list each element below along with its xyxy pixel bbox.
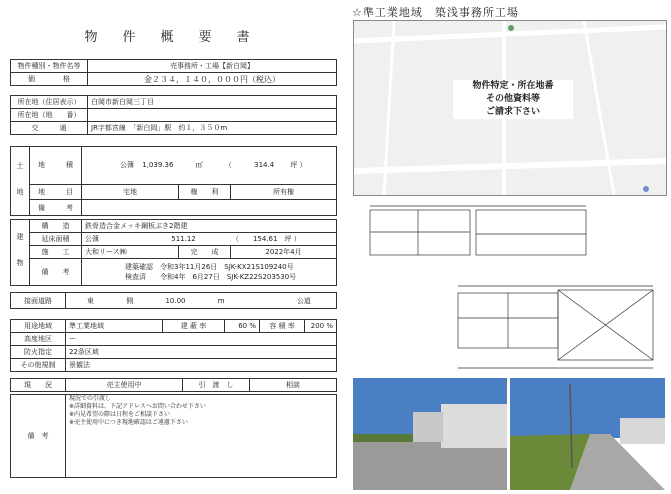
other-regulation-label: その他規制 (11, 359, 66, 372)
completed-label: 完 成 (179, 246, 231, 259)
status-table (10, 378, 337, 392)
land-table (10, 146, 337, 216)
road-type: 公道 (296, 296, 311, 305)
floor-value: 511.12 (171, 235, 196, 243)
notes-label: 備 考 (11, 395, 66, 478)
builder-label: 施 工 (30, 246, 82, 259)
far-value: 200 % (305, 320, 337, 333)
land-remarks-value (82, 200, 337, 216)
price-label: 価 格 (11, 73, 88, 86)
land-tsubo-unit: 坪 ） (290, 161, 307, 170)
road-width: 10.00 (165, 296, 186, 305)
building-section-label: 建 物 (11, 220, 30, 286)
floor-kind: 公簿 (85, 235, 99, 243)
notes-table (10, 394, 337, 478)
floor-plan-drawing (358, 198, 663, 376)
handover-label: 引 渡 し (183, 379, 250, 392)
map-note-line-2: その他資料等 (485, 94, 540, 104)
road-label: 接面道路 (11, 293, 66, 309)
structure-label: 構 造 (30, 220, 82, 233)
land-section-label: 土 地 (11, 147, 30, 216)
address-value: 白岡市新白岡三丁目 (88, 96, 337, 109)
road-table (10, 292, 337, 309)
fire-zone-value: 22条区域 (66, 346, 337, 359)
map-pin-icon (508, 25, 514, 31)
height-district-label: 高度地区 (11, 333, 66, 346)
road-direction: 東 (87, 296, 94, 305)
right-heading: ☆準工業地域 築浅事務所工場 (352, 6, 519, 19)
lot-value (88, 109, 337, 122)
basic-info-table (10, 59, 337, 86)
handover-value: 相談 (250, 379, 337, 392)
land-category-label: 地 目 (30, 184, 82, 200)
land-area-unit: ㎡ (195, 161, 203, 170)
land-rights-label: 権 利 (179, 184, 231, 200)
photo-front (353, 378, 507, 490)
building-remarks-label: 備 考 (30, 259, 82, 286)
building-remarks-line-2: 検査済 令和4年 6月27日 SJK-KZ22S203530号 (125, 273, 297, 281)
use-zone-value: 準工業地域 (66, 320, 163, 333)
land-category-value: 宅地 (82, 184, 179, 200)
coverage-label: 建 蔽 率 (163, 320, 225, 333)
land-area-tsubo: 314.4 (254, 161, 275, 170)
notes-line-2: ※詳細資料は、下記アドレスへお問い合わせ下さい (69, 403, 206, 410)
notes-line-3: ※内見希望の際は日程をご相談下さい (69, 411, 171, 418)
access-label: 交 通 (11, 122, 88, 135)
floor-label: 延床面積 (30, 233, 82, 246)
coverage-value: 60 % (225, 320, 260, 333)
photo-road (510, 378, 665, 490)
notes-line-4: ※売主使用中につき現地確認はご遠慮下さい (69, 419, 188, 426)
zoning-table (10, 319, 337, 372)
use-zone-label: 用途地域 (11, 320, 66, 333)
land-rights-value: 所有権 (231, 184, 337, 200)
access-value: JR宇都宮線 「新白岡」駅 約１，３５０m (88, 122, 337, 135)
exterior-photo-road (510, 378, 665, 490)
land-area-kind: 公簿 (120, 161, 134, 170)
lot-label: 所在地（地 番） (11, 109, 88, 122)
builder-value: 大和リース㈱ (82, 246, 179, 259)
map-note-line-1: 物件特定・所在地番 (472, 81, 554, 91)
land-area-value: 1,039.36 (142, 161, 174, 170)
land-tsubo-open: （ (224, 161, 232, 170)
structure-value: 鉄骨造合金メッキ鋼板ぶき2階建 (82, 220, 337, 233)
map-poi-icon (643, 186, 649, 192)
type-label: 物件種別・物件名等 (11, 60, 88, 73)
current-status-label: 現 況 (11, 379, 66, 392)
building-table (10, 219, 337, 286)
current-status-value: 売主使用中 (66, 379, 183, 392)
fire-zone-label: 防火指定 (11, 346, 66, 359)
road-side: 側 (126, 296, 134, 305)
floor-plan (358, 198, 663, 376)
type-value: 売事務所・工場【新白岡】 (88, 60, 337, 73)
price-value: 金２３４，１４０，０００円（税込） (88, 73, 337, 86)
address-table (10, 95, 337, 135)
other-regulation-value: 景観法 (66, 359, 337, 372)
map-note (453, 80, 573, 119)
address-label: 所在地（住居表示） (11, 96, 88, 109)
notes-line-1: 現況での引渡し (69, 395, 112, 402)
far-label: 容 積 率 (260, 320, 305, 333)
map-note-line-3: ご請求下さい (485, 107, 540, 117)
floor-tsubo: （ 154.61 坪 ） (231, 235, 301, 243)
building-remarks-line-1: 建築確認 令和3年11月26日 SJK-KX21S109240号 (125, 263, 294, 271)
completed-value: 2022年4月 (231, 246, 337, 259)
land-remarks-label: 備 考 (30, 200, 82, 216)
height-district-value: ー (66, 333, 337, 346)
land-area-label: 地 積 (30, 147, 82, 185)
exterior-photo-front (353, 378, 507, 490)
road-unit: m (217, 296, 225, 305)
page-title: 物 件 概 要 書 (84, 30, 256, 45)
